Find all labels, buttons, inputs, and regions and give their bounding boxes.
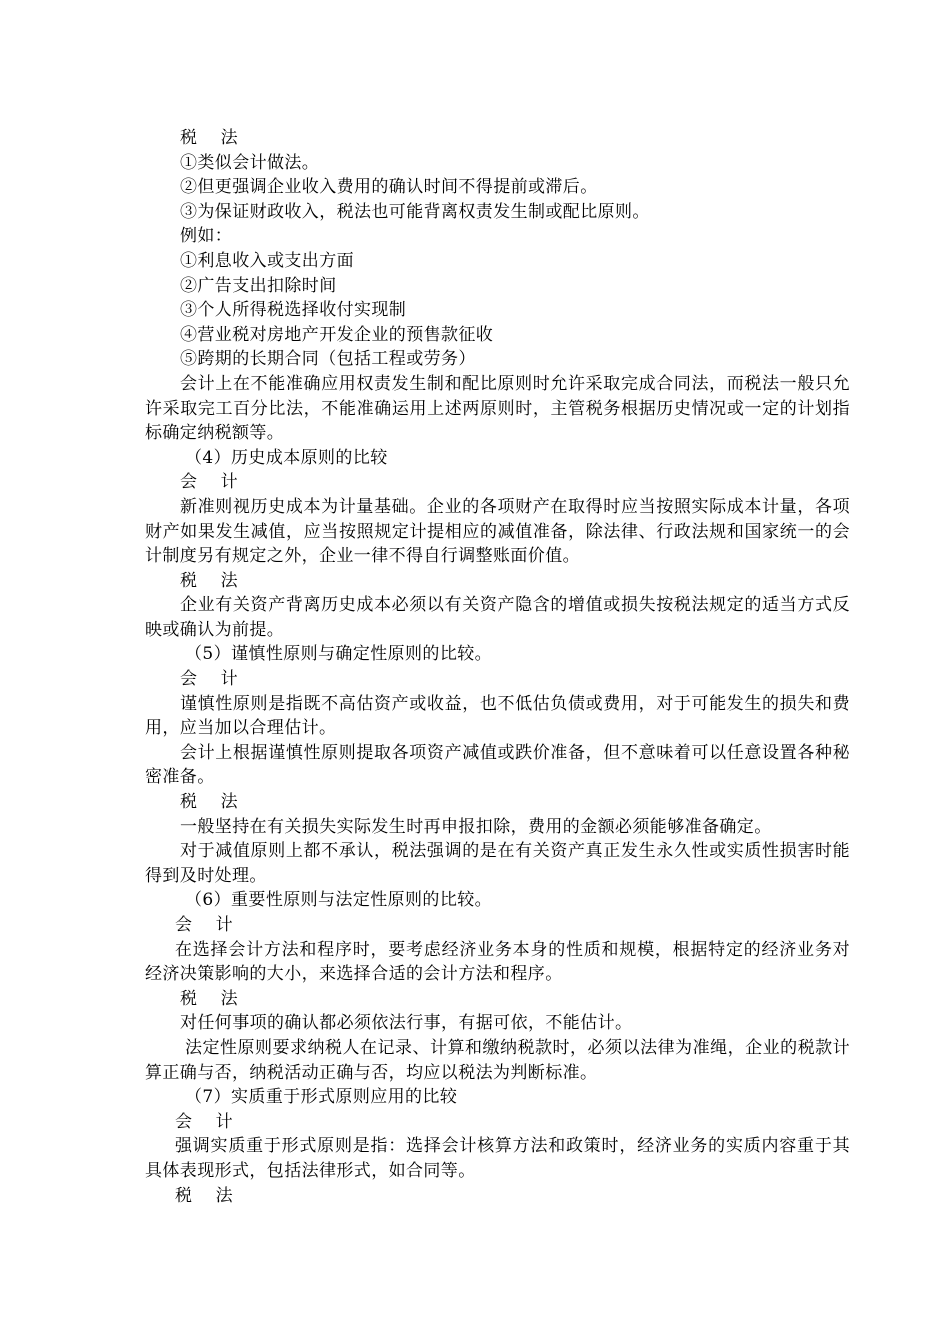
list-item: ⑤跨期的长期合同（包括工程或劳务）: [180, 349, 476, 370]
heading-tax-law: 税 法: [180, 570, 239, 591]
document-body: [145, 126, 850, 1208]
paragraph: 企业有关资产背离历史成本必须以有关资产隐含的增值或损失按税法规定的适当方式反映或确认为前提。: [145, 595, 850, 640]
section-heading: （7）实质重于形式原则应用的比较: [185, 1087, 458, 1108]
section-heading: （4）历史成本原则的比较: [185, 447, 388, 468]
paragraph: 谨慎性原则是指既不高估资产或收益，也不低估负债或费用，对于可能发生的损失和费用，应当加以合理估计。: [145, 693, 850, 739]
section-heading: （6）重要性原则与法定性原则的比较。: [185, 890, 493, 911]
paragraph: 强调实质重于形式原则是指：选择会计核算方法和政策时，经济业务的实质内容重于其具体表现形式，包括法律形式，如合同等。: [145, 1136, 850, 1181]
list-item: ①类似会计做法。: [180, 152, 320, 173]
heading-tax-law: 税 法: [175, 1185, 234, 1206]
paragraph: 会计上根据谨慎性原则提取各项资产减值或跌价准备，但不意味着可以任意设置各种秘密准备。: [145, 742, 850, 788]
list-item: ①利息收入或支出方面: [180, 250, 354, 271]
heading-tax-law: 税 法: [180, 128, 239, 148]
heading-accounting: 会 计: [175, 915, 234, 935]
paragraph: 新准则视历史成本为计量基础。企业的各项财产在取得时应当按照实际成本计量，各项财产如果发生减值，应当按照规定计提相应的减值准备，除法律、行政法规和国家统一的会计制度另有规定之外，企业一律不得自行调整账面价值。: [145, 496, 850, 567]
list-item: ③个人所得税选择收付实现制: [180, 300, 407, 321]
list-item: ③为保证财政收入，税法也可能背离权责发生制或配比原则。: [180, 201, 650, 222]
heading-accounting: 会 计: [175, 1111, 234, 1132]
heading-tax-law: 税 法: [180, 988, 239, 1009]
paragraph: 一般坚持在有关损失实际发生时再申报扣除，费用的金额必须能够准备确定。: [180, 816, 772, 837]
heading-accounting: 会 计: [180, 669, 239, 690]
paragraph: 例如：: [180, 226, 233, 247]
paragraph: 对于减值原则上都不承认，税法强调的是在有关资产真正发生永久性或实质性损害时能得到及时处理。: [145, 841, 850, 886]
section-heading: （5）谨慎性原则与确定性原则的比较。: [185, 644, 493, 665]
list-item: ②但更强调企业收入费用的确认时间不得提前或滞后。: [180, 177, 598, 198]
paragraph: 在选择会计方法和程序时，要考虑经济业务本身的性质和规模，根据特定的经济业务对经济决策影响的大小，来选择合适的会计方法和程序。: [145, 939, 850, 985]
paragraph: 对任何事项的确认都必须依法行事，有据可依，不能估计。: [180, 1013, 633, 1034]
list-item: ②广告支出扣除时间: [180, 275, 337, 296]
list-item: ④营业税对房地产开发企业的预售款征收: [180, 324, 494, 345]
paragraph: 会计上在不能准确应用权责发生制和配比原则时允许采取完成合同法，而税法一般只允许采取完工百分比法，不能准确运用上述两原则时，主管税务根据历史情况或一定的计划指标确定纳税额等。: [145, 373, 850, 444]
paragraph: 法定性原则要求纳税人在记录、计算和缴纳税款时，必须以法律为准绳，企业的税款计算正确与否，纳税活动正确与否，均应以税法为判断标准。: [145, 1037, 850, 1083]
heading-tax-law: 税 法: [180, 792, 239, 813]
heading-accounting: 会 计: [180, 472, 239, 493]
